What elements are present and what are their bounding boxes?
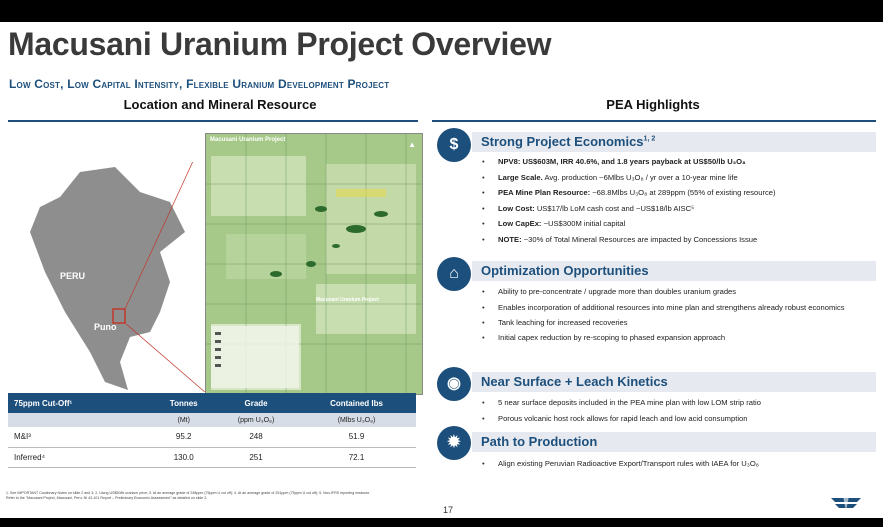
table-header: Grade bbox=[215, 393, 297, 413]
table-header: Tonnes bbox=[152, 393, 215, 413]
group-title-sup: 1, 2 bbox=[643, 135, 656, 143]
table-row bbox=[8, 427, 416, 447]
list-item: • Initial capex reduction by re-scoping to phased expansion approach bbox=[478, 330, 873, 346]
group-title: Path to Production bbox=[481, 434, 598, 449]
group-title bbox=[481, 134, 655, 149]
company-logo bbox=[829, 494, 863, 512]
table-cell: M&I³ bbox=[8, 427, 152, 447]
table-row bbox=[8, 447, 416, 467]
table-cell: Inferred⁴ bbox=[8, 447, 152, 467]
location-heading: Location and Mineral Resource bbox=[123, 97, 317, 112]
group-title-text: Strong Project Economics bbox=[481, 134, 644, 149]
north-arrow-icon: ▲ bbox=[408, 140, 416, 149]
bullet-list bbox=[478, 456, 873, 472]
list-item: • Low CapEx: ~US$300M initial capital bbox=[478, 216, 873, 232]
table-header: Contained lbs bbox=[297, 393, 416, 413]
bullet-list bbox=[478, 395, 873, 426]
map-title: Macusani Uranium Project bbox=[210, 137, 286, 143]
bank-icon: ⌂ bbox=[437, 257, 471, 291]
list-item: • Ability to pre-concentrate / upgrade more than doubles uranium grades bbox=[478, 284, 873, 300]
footnote bbox=[6, 491, 706, 501]
slide bbox=[0, 22, 883, 518]
footnote-line: Refer to the "Macusani Project, Macusani, Peru: NI 43-101 Report – Preliminary Economic Assessment" as detailed on slide 2. bbox=[6, 496, 208, 500]
project-detail-map bbox=[205, 133, 423, 395]
list-item: • Porous volcanic host rock allows for rapid leach and low acid consumption bbox=[478, 411, 873, 427]
bullet-list bbox=[478, 154, 873, 247]
table-cell: 51.9 bbox=[297, 427, 416, 447]
list-item: • Tank leaching for increased recoveries bbox=[478, 315, 873, 331]
list-item: • Enables incorporation of additional resources into mine plan and strengthens already robust economics bbox=[478, 300, 873, 315]
page-title: Macusani Uranium Project Overview bbox=[8, 26, 552, 62]
bullet-list bbox=[478, 284, 873, 346]
gear-icon: ✹ bbox=[437, 426, 471, 460]
table-unit: (Mt) bbox=[152, 413, 215, 427]
pea-heading: PEA Highlights bbox=[606, 97, 700, 112]
peru-map bbox=[20, 162, 210, 392]
page-number: 17 bbox=[443, 505, 454, 515]
list-item: • PEA Mine Plan Resource: ~68.8Mlbs U₃O₈ at 289ppm (55% of existing resource) bbox=[478, 185, 873, 201]
footnote-line: 1. See IMPORTANT Cautionary Notes on slide 2 and 3; 2. Using US$50/lb uranium price; 3. At an average grade of 248ppm (75ppm U cut off); 4. At an average grade of 251ppm (75ppm U cut off); 5. Non-IFRS reporting measure. bbox=[6, 491, 371, 495]
table-cell: 95.2 bbox=[152, 427, 215, 447]
table-cell: 72.1 bbox=[297, 447, 416, 467]
table-unit: (ppm U₃O₈) bbox=[215, 413, 297, 427]
project-label: Macusani Uranium Project bbox=[316, 297, 379, 303]
resource-table bbox=[8, 393, 416, 468]
list-item: • Align existing Peruvian Radioactive Export/Transport rules with IAEA for U₃O₈ bbox=[478, 456, 873, 472]
group-title: Near Surface + Leach Kinetics bbox=[481, 374, 668, 389]
table-cell: 248 bbox=[215, 427, 297, 447]
page-subtitle: Low Cost, Low Capital Intensity, Flexible Uranium Development Project bbox=[9, 77, 390, 91]
puno-label: Puno bbox=[94, 322, 117, 332]
table-header: 75ppm Cut-Off¹ bbox=[8, 393, 152, 413]
list-item: • Low Cost: US$17/lb LoM cash cost and ~US$18/lb AISC⁵ bbox=[478, 201, 873, 217]
list-item: • NPV8: US$603M, IRR 40.6%, and 1.8 years payback at US$50/lb U₃O₈ bbox=[478, 154, 873, 170]
list-item: • Large Scale. Avg. production ~6Mlbs U₃O₈ / yr over a 10-year mine life bbox=[478, 170, 873, 186]
table-cell: 130.0 bbox=[152, 447, 215, 467]
map-pin-icon: ◉ bbox=[437, 367, 471, 401]
pea-heading-underline bbox=[432, 120, 876, 122]
group-title: Optimization Opportunities bbox=[481, 263, 649, 278]
list-item: • 5 near surface deposits included in the PEA mine plan with low LOM strip ratio bbox=[478, 395, 873, 411]
list-item: • NOTE: ~30% of Total Mineral Resources are impacted by Concessions Issue bbox=[478, 232, 873, 248]
location-heading-underline bbox=[8, 120, 418, 122]
table-unit bbox=[8, 413, 152, 427]
dollar-icon: $ bbox=[437, 128, 471, 162]
table-cell: 251 bbox=[215, 447, 297, 467]
table-unit: (Mlbs U₃O₈) bbox=[297, 413, 416, 427]
peru-label: PERU bbox=[60, 271, 86, 281]
